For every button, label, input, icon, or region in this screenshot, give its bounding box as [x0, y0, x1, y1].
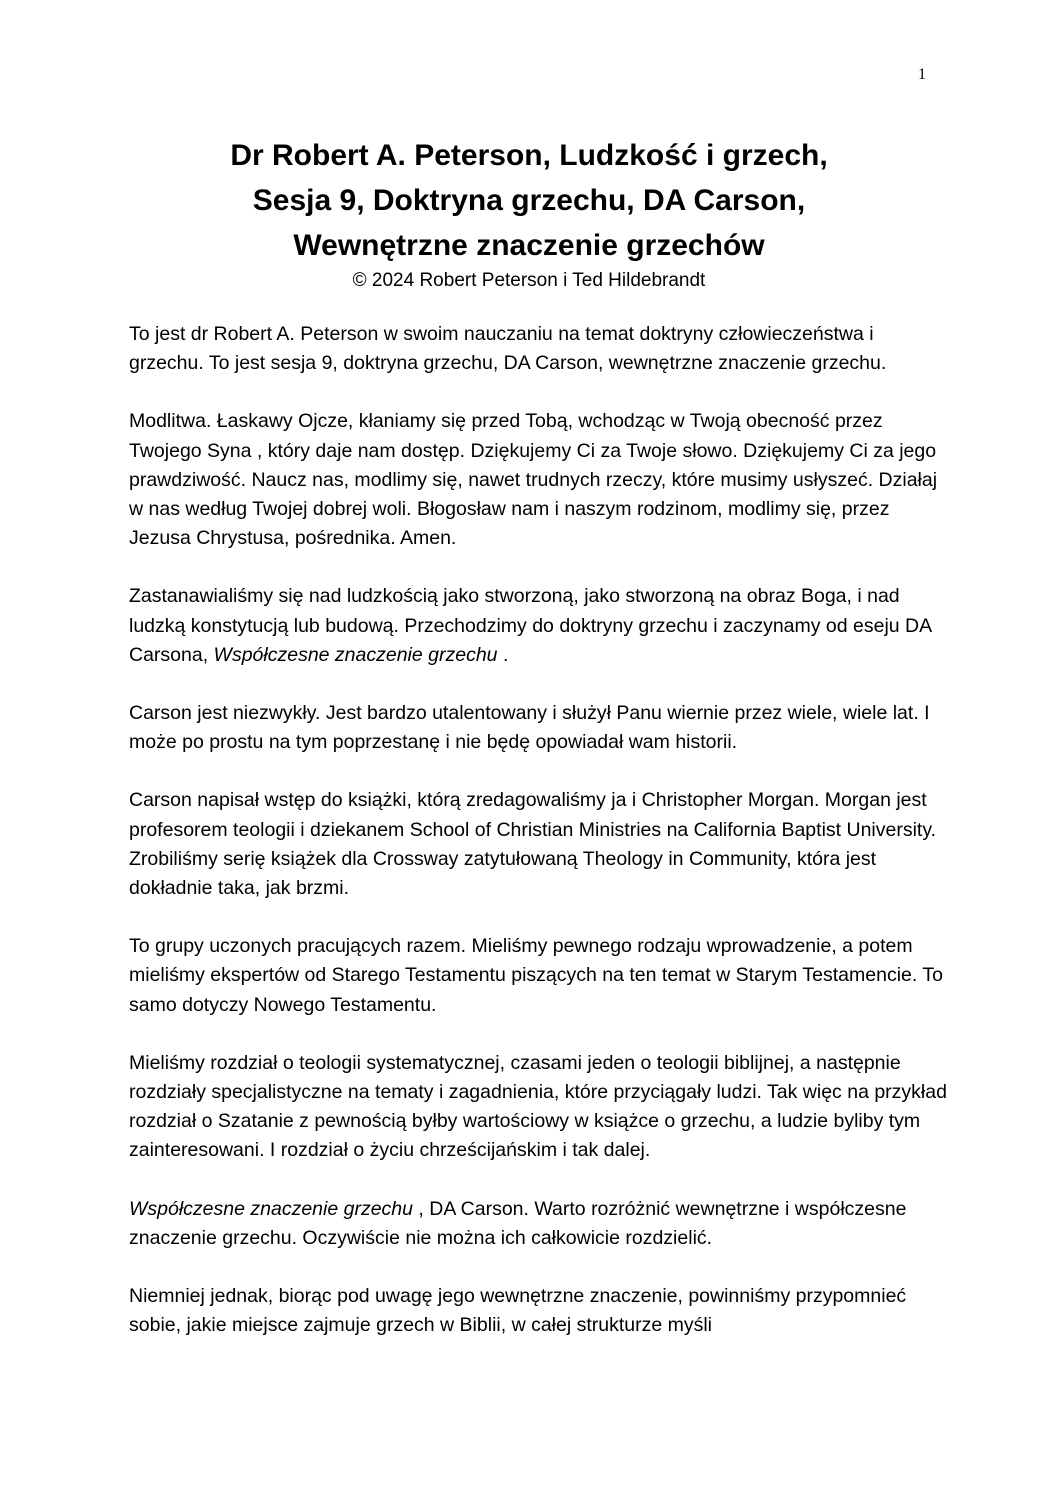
title-line-2: Sesja 9, Doktryna grzechu, DA Carson,: [252, 184, 806, 217]
title-line-1: Dr Robert A. Peterson, Ludzkość i grzech,: [230, 139, 828, 172]
paragraph-reflection: [129, 582, 949, 670]
essay-title: Współczesne znaczenie grzechu: [213, 643, 498, 666]
paragraph-scholars: To grupy uczonych pracujących razem. Mieliśmy pewnego rodzaju wprowadzenie, a potem mieliśmy ekspertów od Starego Testamentu piszących na ten temat w Starym Testamencie. To samo dotyczy Nowego Testamentu.: [129, 935, 943, 1016]
paragraph-significance: Niemniej jednak, biorąc pod uwagę jego wewnętrzne znaczenie, powinniśmy przypomnieć sobie, jakie miejsce zajmuje grzech w Biblii, w całej strukturze myśli: [129, 1285, 907, 1337]
title-block: [0, 133, 1058, 294]
paragraph-book: Carson napisał wstęp do książki, którą zredagowaliśmy ja i Christopher Morgan. Morgan jest profesorem teologii i dziekanem School of Christian Ministries na California Baptist University. Zrobiliśmy serię książek dla Crossway zatytułowaną Theology in Community, która jest dokładnie taka, jak brzmi.: [129, 789, 937, 900]
essay-title: Współczesne znaczenie grzechu: [129, 1197, 413, 1220]
paragraph-chapters: Mieliśmy rozdział o teologii systematycznej, czasami jeden o teologii biblijnej, a następnie rozdziały specjalistyczne na tematy i zagadnienia, które przyciągały ludzi. Tak więc na przykład rozdział o Szatanie z pewnością byłby wartościowy w książce o grzechu, a ludzie byliby tym zainteresowani. I rozdział o życiu chrześcijańskim i tak dalej.: [129, 1051, 947, 1162]
copyright-notice: © 2024 Robert Peterson i Ted Hildebrandt: [352, 270, 706, 291]
paragraph-text: .: [497, 643, 509, 666]
paragraph-carson: Carson jest niezwykły. Jest bardzo utalentowany i służył Panu wiernie przez wiele, wiele lat. I może po prostu na tym poprzestanę i nie będę opowiadał wam historii.: [129, 702, 930, 754]
paragraph-essay: [129, 1195, 949, 1253]
page-number: 1: [918, 66, 926, 83]
paragraph-text: , DA Carson. Warto rozróżnić wewnętrzne i współczesne znaczenie grzechu. Oczywiście nie można ich całkowicie rozdzielić.: [129, 1197, 907, 1249]
body-text: [129, 320, 949, 1340]
paragraph-prayer: Modlitwa. Łaskawy Ojcze, kłaniamy się przed Tobą, wchodząc w Twoją obecność przez Twojego Syna , który daje nam dostęp. Dziękujemy Ci za Twoje słowo. Dziękujemy Ci za jego prawdziwość. Naucz nas, modlimy się, nawet trudnych rzeczy, które musimy usłyszeć. Działaj w nas według Twojej dobrej woli. Błogosław nam i naszym rodzinom, modlimy się, przez Jezusa Chrystusa, pośrednika. Amen.: [129, 410, 938, 550]
title-line-3: Wewnętrzne znaczenie grzechów: [293, 229, 765, 262]
paragraph-text: Zastanawialiśmy się nad ludzkością jako stworzoną, jako stworzoną na obraz Boga, i nad ludzką konstytucją lub budową. Przechodzimy do doktryny grzechu i zaczynamy od eseju DA Carsona,: [129, 585, 932, 666]
paragraph-intro: To jest dr Robert A. Peterson w swoim nauczaniu na temat doktryny człowieczeństwa i grzechu. To jest sesja 9, doktryna grzechu, DA Carson, wewnętrzne znaczenie grzechu.: [129, 323, 887, 375]
